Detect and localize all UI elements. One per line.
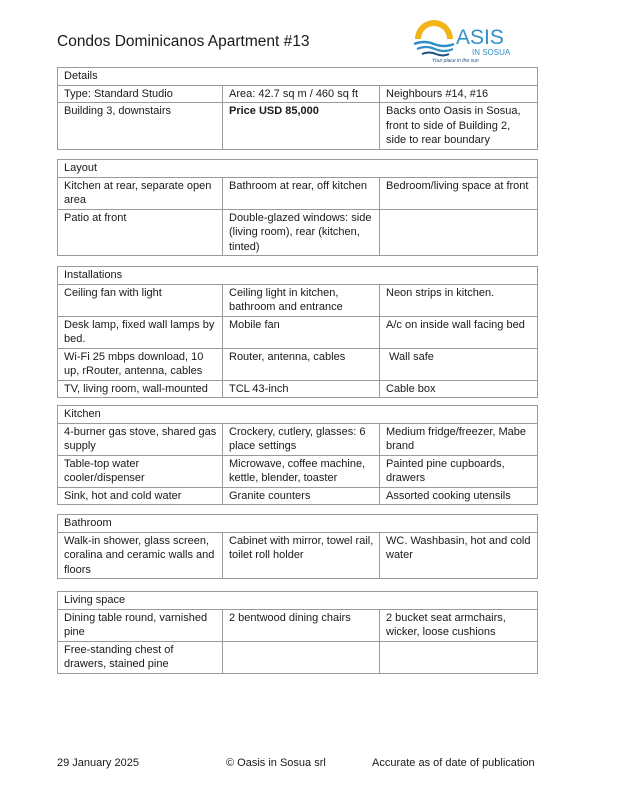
table-row — [58, 455, 538, 487]
table-cell: Building 3, downstairs — [58, 103, 223, 150]
table-row — [58, 423, 538, 455]
section-header: Living space — [58, 592, 538, 610]
table-cell — [223, 641, 380, 673]
table-cell: Microwave, coffee machine, kettle, blender, toaster — [223, 455, 380, 487]
page-title: Condos Dominicanos Apartment #13 — [57, 33, 310, 50]
footer-copyright: © Oasis in Sosua srl — [226, 757, 326, 769]
table-row — [58, 532, 538, 579]
logo-sub-text: IN SOSUA — [472, 48, 511, 57]
table-cell: TV, living room, wall-mounted — [58, 380, 223, 398]
table-row — [58, 487, 538, 505]
footer-accuracy: Accurate as of date of publication — [372, 757, 535, 769]
table-cell: A/c on inside wall facing bed — [380, 316, 538, 348]
table-row — [58, 348, 538, 380]
oasis-logo — [412, 13, 538, 65]
section-header: Installations — [58, 267, 538, 285]
table-cell: TCL 43-inch — [223, 380, 380, 398]
table-cell: 2 bucket seat armchairs, wicker, loose cushions — [380, 609, 538, 641]
table-cell: Ceiling light in kitchen, bathroom and entrance — [223, 284, 380, 316]
details-table — [57, 67, 538, 150]
table-row — [58, 641, 538, 673]
table-cell: Bedroom/living space at front — [380, 177, 538, 209]
table-cell: Cabinet with mirror, towel rail, toilet roll holder — [223, 532, 380, 579]
table-cell: Desk lamp, fixed wall lamps by bed. — [58, 316, 223, 348]
price-cell: Price USD 85,000 — [223, 103, 380, 150]
layout-table — [57, 159, 538, 256]
kitchen-table — [57, 405, 538, 505]
table-cell: Painted pine cupboards, drawers — [380, 455, 538, 487]
installations-table — [57, 266, 538, 398]
table-cell: Double-glazed windows: side (living room), rear (kitchen, tinted) — [223, 209, 380, 256]
table-cell — [380, 641, 538, 673]
table-cell: Cable box — [380, 380, 538, 398]
table-cell: 4-burner gas stove, shared gas supply — [58, 423, 223, 455]
table-cell: Mobile fan — [223, 316, 380, 348]
table-cell: Patio at front — [58, 209, 223, 256]
table-row — [58, 85, 538, 103]
table-row — [58, 209, 538, 256]
table-cell: Walk-in shower, glass screen, coralina and ceramic walls and floors — [58, 532, 223, 579]
table-cell: Neon strips in kitchen. — [380, 284, 538, 316]
table-cell: Table-top water cooler/dispenser — [58, 455, 223, 487]
table-cell: Bathroom at rear, off kitchen — [223, 177, 380, 209]
table-cell: Granite counters — [223, 487, 380, 505]
oasis-logo-graphic — [412, 13, 538, 65]
table-cell: Sink, hot and cold water — [58, 487, 223, 505]
section-header: Bathroom — [58, 515, 538, 533]
table-row — [58, 177, 538, 209]
table-cell: Assorted cooking utensils — [380, 487, 538, 505]
logo-brand-text: ASIS — [456, 26, 504, 49]
section-header: Kitchen — [58, 406, 538, 424]
table-cell — [380, 209, 538, 256]
table-cell: Medium fridge/freezer, Mabe brand — [380, 423, 538, 455]
table-cell: WC. Washbasin, hot and cold water — [380, 532, 538, 579]
table-row — [58, 380, 538, 398]
section-header: Details — [58, 68, 538, 86]
table-cell: Wi-Fi 25 mbps download, 10 up, rRouter, antenna, cables — [58, 348, 223, 380]
table-cell: Kitchen at rear, separate open area — [58, 177, 223, 209]
table-cell: Neighbours #14, #16 — [380, 85, 538, 103]
table-row — [58, 316, 538, 348]
table-row — [58, 284, 538, 316]
table-cell: Area: 42.7 sq m / 460 sq ft — [223, 85, 380, 103]
section-header: Layout — [58, 160, 538, 178]
table-row — [58, 103, 538, 150]
table-row — [58, 609, 538, 641]
table-cell: Type: Standard Studio — [58, 85, 223, 103]
living-space-table — [57, 591, 538, 674]
bathroom-table — [57, 514, 538, 579]
table-cell: Ceiling fan with light — [58, 284, 223, 316]
logo-tagline: Your place in the sun — [432, 58, 479, 64]
table-cell: Free-standing chest of drawers, stained pine — [58, 641, 223, 673]
table-cell: Dining table round, varnished pine — [58, 609, 223, 641]
table-cell: Backs onto Oasis in Sosua, front to side of Building 2, side to rear boundary — [380, 103, 538, 150]
table-cell: Router, antenna, cables — [223, 348, 380, 380]
table-cell: Wall safe — [380, 348, 538, 380]
footer-date: 29 January 2025 — [57, 757, 139, 769]
table-cell: 2 bentwood dining chairs — [223, 609, 380, 641]
table-cell: Crockery, cutlery, glasses: 6 place settings — [223, 423, 380, 455]
